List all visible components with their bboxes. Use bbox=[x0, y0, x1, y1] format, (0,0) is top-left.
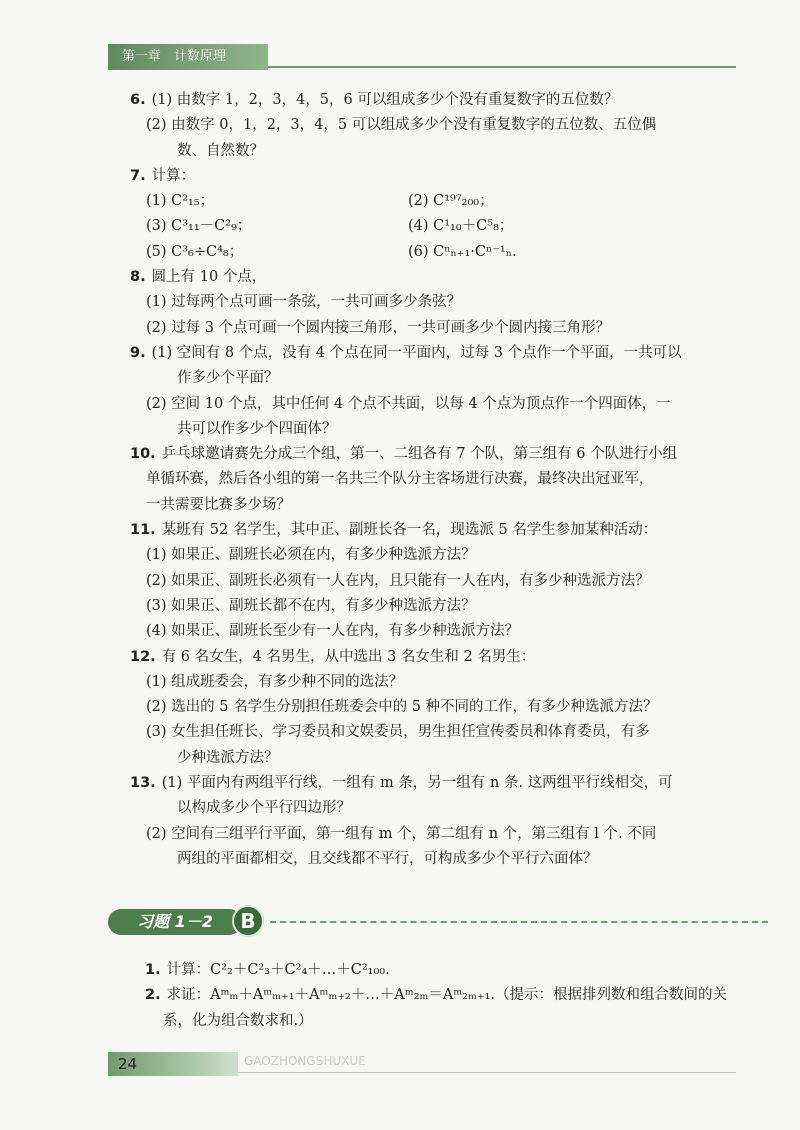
exercise-level-badge: B bbox=[232, 905, 264, 937]
exercise-2-line-2: 系，化为组合数求和.） bbox=[163, 1012, 313, 1029]
problem-10-line-2: 单循环赛，然后各小组的第一名共三个队分主客场进行决赛，最终决出冠亚军， bbox=[146, 471, 654, 488]
problem-11-line-5: (4) 如果正、副班长至少有一人在内，有多少种选派方法？ bbox=[146, 623, 520, 640]
problem-7-pair-2: (3) C³₁₁－C²₉； (4) C¹₁₀＋C⁵₈； bbox=[146, 218, 514, 235]
exercise-list bbox=[145, 958, 745, 1034]
problem-13-line-3: (2) 空间有三组平行平面，第一组有 m 个，第二组有 n 个，第三组有 l 个. 不同 bbox=[146, 825, 657, 842]
problem-7-pair-3: (5) C³₆÷C⁴₈； (6) Cⁿₙ₊₁·Cⁿ⁻¹ₙ. bbox=[146, 243, 517, 260]
problem-11-line-2: (1) 如果正、副班长必须在内，有多少种选派方法？ bbox=[146, 547, 476, 564]
problem-number: 12. bbox=[130, 648, 156, 665]
problem-12-line-1: 12. 有 6 名女生，4 名男生，从中选出 3 名女生和 2 名男生： bbox=[130, 648, 536, 665]
problem-8-line-3: (2) 过每 3 个点可画一个圆内接三角形，一共可画多少个圆内接三角形？ bbox=[146, 319, 611, 336]
problem-13-line-2: 以构成多少个平行四边形？ bbox=[177, 800, 351, 817]
problem-7-pair-1: (1) C²₁₅； (2) C¹⁹⁷₂₀₀； bbox=[146, 193, 494, 210]
exercise-1-line-1: 1. 计算：C²₂＋C²₃＋C²₄＋…＋C²₁₀₀. bbox=[145, 962, 390, 978]
problem-13-line-1: 13. (1) 平面内有两组平行线，一组有 m 条，另一组有 n 条. 这两组平行线相交，可 bbox=[130, 775, 673, 792]
problem-7-line-1: 7. 计算： bbox=[130, 167, 196, 184]
page-footer bbox=[108, 1052, 736, 1076]
problem-number: 11. bbox=[130, 522, 156, 539]
chapter-header bbox=[108, 44, 736, 70]
page-number: 24 bbox=[108, 1052, 238, 1076]
problem-8-line-1: 8. 圆上有 10 个点， bbox=[130, 269, 267, 286]
chapter-title: 第一章 计数原理 bbox=[108, 44, 268, 70]
problem-12-line-2: (1) 组成班委会，有多少种不同的选法？ bbox=[146, 673, 404, 690]
exercise-number: 1. bbox=[145, 962, 161, 978]
exercise-label: 习题 1－2 bbox=[108, 909, 242, 935]
problem-number: 9. bbox=[130, 344, 146, 361]
problem-6-line-3: 数、自然数？ bbox=[177, 142, 264, 159]
dashed-divider bbox=[270, 921, 768, 923]
problem-6-line-2: (2) 由数字 0，1，2，3，4，5 可以组成多少个没有重复数字的五位数、五位偶 bbox=[146, 117, 657, 134]
problem-11-line-1: 11. 某班有 52 名学生，其中正、副班长各一名，现选派 5 名学生参加某种活动： bbox=[130, 522, 658, 539]
problem-number: 13. bbox=[130, 775, 156, 792]
problem-13-line-4: 两组的平面都相交，且交线都不平行，可构成多少个平行六面体？ bbox=[177, 850, 598, 867]
exercise-section-header bbox=[108, 905, 768, 939]
footer-watermark: GAOZHONGSHUXUE bbox=[244, 1054, 366, 1068]
problem-list bbox=[130, 88, 760, 872]
problem-number: 7. bbox=[130, 167, 146, 184]
problem-number: 10. bbox=[130, 446, 156, 463]
problem-12-line-5: 少种选派方法？ bbox=[177, 749, 279, 766]
problem-10-line-1: 10. 乒乓球邀请赛先分成三个组，第一、二组各有 7 个队，第三组有 6 个队进行小组 bbox=[130, 446, 678, 463]
problem-9-line-2: 作多少个平面？ bbox=[177, 370, 279, 387]
problem-9-line-3: (2) 空间 10 个点，其中任何 4 个点不共面，以每 4 个点为顶点作一个四面体，一 bbox=[146, 395, 671, 412]
problem-12-line-4: (3) 女生担任班长、学习委员和文娱委员，男生担任宣传委员和体育委员，有多 bbox=[146, 724, 650, 741]
exercise-2-line-1: 2. 求证：Aᵐₘ＋Aᵐₘ₊₁＋Aᵐₘ₊₂＋…＋Aᵐ₂ₘ＝Aᵐ₂ₘ₊₁.（提示：根据排列数和组合数间的关 bbox=[145, 987, 728, 1004]
problem-11-line-4: (3) 如果正、副班长都不在内，有多少种选派方法？ bbox=[146, 597, 476, 614]
problem-8-line-2: (1) 过每两个点可画一条弦，一共可画多少条弦？ bbox=[146, 294, 462, 311]
problem-number: 6. bbox=[130, 92, 146, 108]
problem-12-line-3: (2) 选出的 5 名学生分别担任班委会中的 5 种不同的工作，有多少种选派方法？ bbox=[146, 699, 658, 716]
problem-9-line-4: 共可以作多少个四面体？ bbox=[177, 420, 337, 437]
footer-rule bbox=[238, 1072, 736, 1073]
problem-number: 8. bbox=[130, 269, 146, 286]
problem-11-line-3: (2) 如果正、副班长必须有一人在内，且只能有一人在内，有多少种选派方法？ bbox=[146, 572, 650, 589]
problem-10-line-3: 一共需要比赛多少场？ bbox=[146, 496, 291, 513]
problem-6-line-1: 6. (1) 由数字 1，2，3，4，5，6 可以组成多少个没有重复数字的五位数？ bbox=[130, 92, 619, 108]
exercise-number: 2. bbox=[145, 987, 161, 1004]
problem-9-line-1: 9. (1) 空间有 8 个点，没有 4 个点在同一平面内，过每 3 个点作一个平面，一共可以 bbox=[130, 344, 682, 361]
header-rule bbox=[268, 66, 736, 68]
